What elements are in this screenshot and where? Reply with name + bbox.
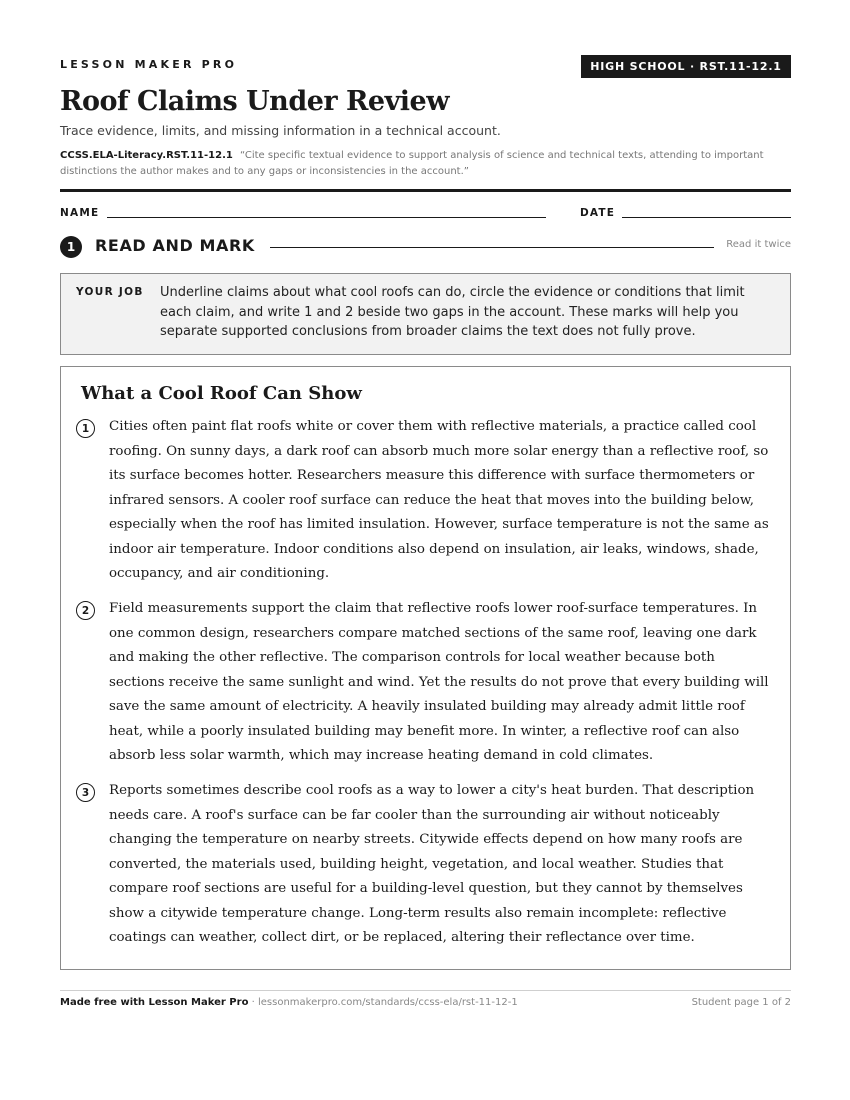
footer-url[interactable]: · lessonmakerpro.com/standards/ccss-ela/rst-11-12-1 <box>248 997 518 1008</box>
section-note: Read it twice <box>726 239 791 250</box>
date-field[interactable] <box>622 217 791 218</box>
paragraph-text: Reports sometimes describe cool roofs as a way to lower a city's heat burden. That description needs care. A roof's surface can be far cooler than the surrounding air without noticeably changing the temperature on nearby streets. Citywide effects depend on how many roofs are converted, the materials used, building height, vegetation, and local weather. Studies that compare roof sections are useful for a building-level question, but they cannot by themselves show a citywide temperature change. Long-term results also remain incomplete: reflective coatings can weather, collect dirt, or be replaced, altering their reflectance over time. <box>109 783 755 945</box>
footer-made-with: Made free with Lesson Maker Pro <box>60 997 249 1008</box>
section-divider <box>270 247 714 248</box>
paragraph-text: Field measurements support the claim that reflective roofs lower roof-surface temperatures. In one common design, researchers compare matched sections of the same roof, leaving one dark and making the other reflective. The comparison controls for local weather because both sections receive the same sunlight and wind. Yet the results do not prove that every building will save the same amount of electricity. A heavily insulated building may already admit little roof heat, while a poorly insulated building may benefit more. In winter, a reflective roof can also absorb less solar warmth, which may increase heating demand in cold climates. <box>109 601 769 763</box>
section-number-badge: 1 <box>60 236 82 258</box>
passage-title: What a Cool Roof Can Show <box>81 383 362 404</box>
brand-name: LESSON MAKER PRO <box>60 58 238 71</box>
standard-quote: “Cite specific textual evidence to support analysis of science and technical texts, attending to important distinctions the author makes and to any gaps or inconsistencies in the account.” <box>60 150 764 177</box>
paragraph-number-badge: 1 <box>76 419 95 438</box>
job-label: YOUR JOB <box>76 286 144 298</box>
job-box <box>60 273 791 355</box>
footer-divider <box>60 990 791 991</box>
worksheet-title: Roof Claims Under Review <box>60 86 449 117</box>
job-instructions: Underline claims about what cool roofs can do, circle the evidence or conditions that limit each claim, and write 1 and 2 beside two gaps in the account. These marks will help you separate supported conclusions from broader claims the text does not fully prove. <box>160 285 745 339</box>
standard-code: CCSS.ELA-Literacy.RST.11-12.1 <box>60 150 233 161</box>
paragraph-number-badge: 3 <box>76 783 95 802</box>
reading-passage <box>60 366 791 970</box>
worksheet-page <box>60 0 791 1100</box>
date-label: DATE <box>580 207 616 219</box>
name-field[interactable] <box>107 217 546 218</box>
standard-description <box>60 148 791 180</box>
paragraph-number-badge: 2 <box>76 601 95 620</box>
header-divider <box>60 189 791 192</box>
paragraph-text: Cities often paint flat roofs white or cover them with reflective materials, a practice called cool roofing. On sunny days, a dark roof can absorb much more solar energy than a reflective roof, so its surface becomes hotter. Researchers measure this difference with surface thermometers or infrared sensors. A cooler roof surface can reduce the heat that moves into the building below, especially when the roof has limited insulation. However, surface temperature is not the same as indoor air temperature. Indoor conditions also depend on insulation, air leaks, windows, shade, occupancy, and air conditioning. <box>109 419 769 581</box>
footer-page-number: Student page 1 of 2 <box>691 997 791 1008</box>
section-title: READ AND MARK <box>95 236 255 255</box>
name-label: NAME <box>60 207 100 219</box>
footer-credit <box>60 997 518 1008</box>
worksheet-subtitle: Trace evidence, limits, and missing information in a technical account. <box>60 123 501 138</box>
grade-badge: HIGH SCHOOL · RST.11-12.1 <box>581 55 791 78</box>
